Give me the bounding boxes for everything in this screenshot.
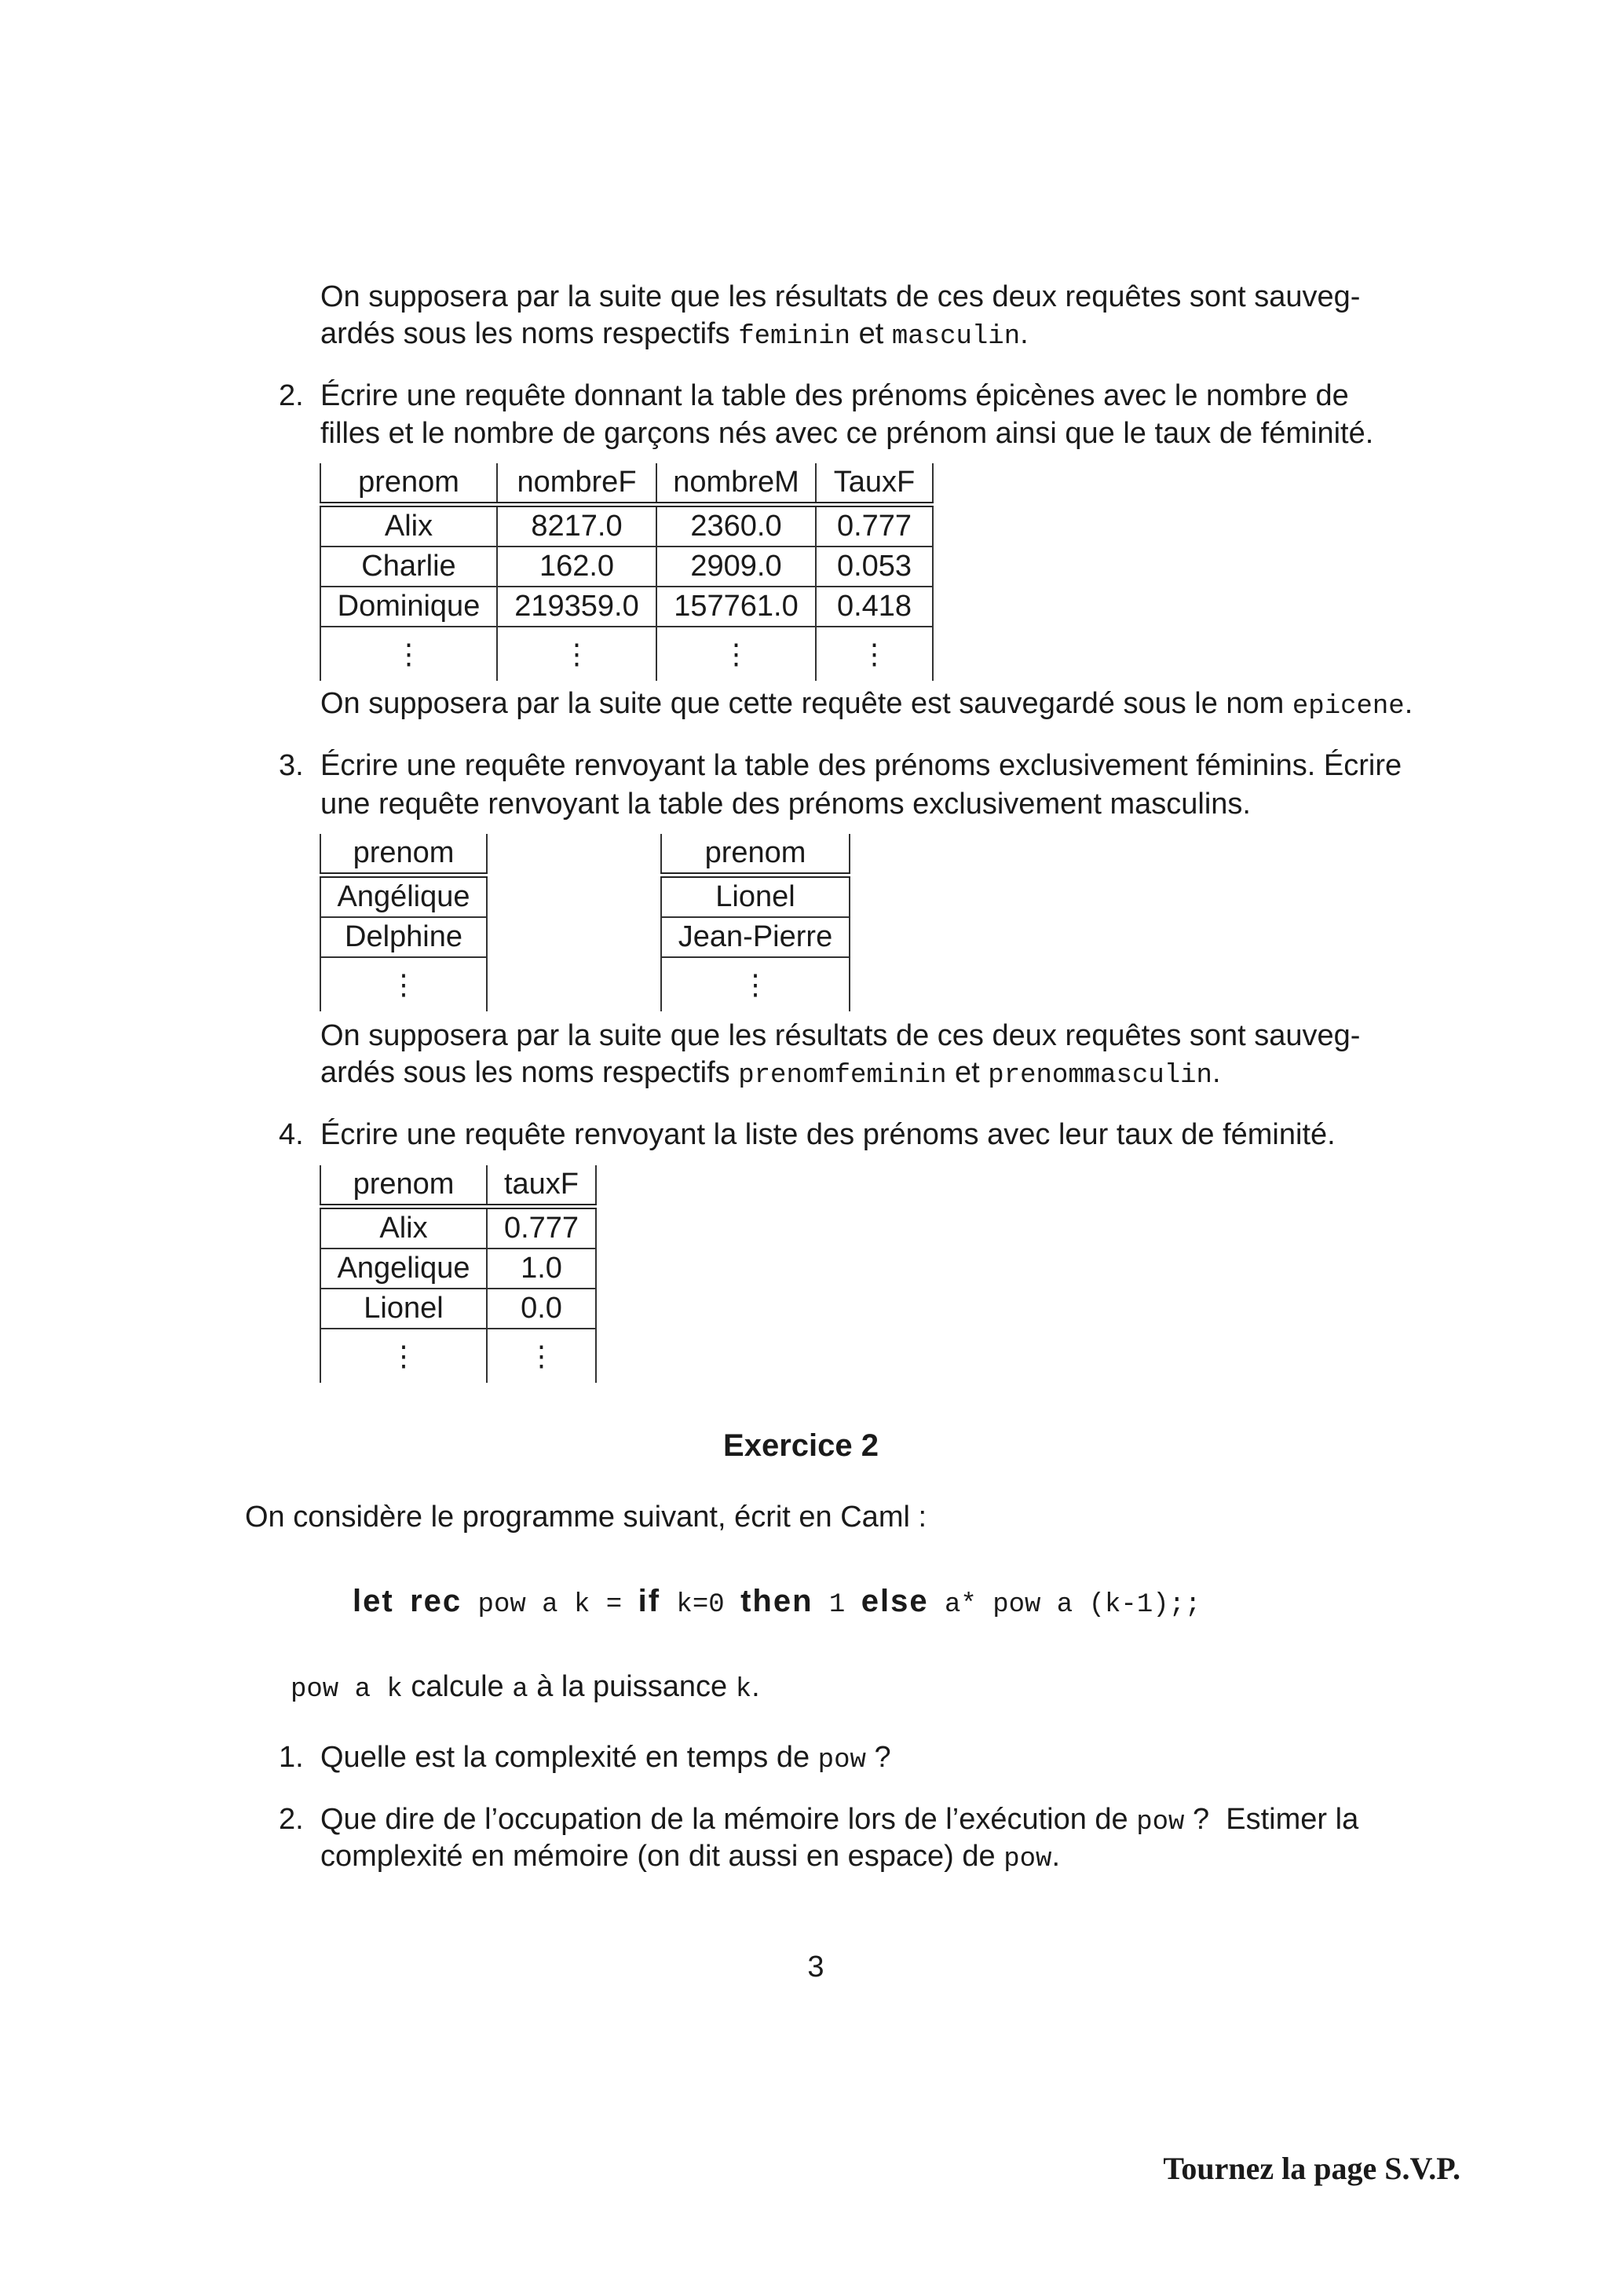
footer-note: Tournez la page S.V.P. — [1163, 2151, 1460, 2186]
text: à la puissance — [528, 1670, 736, 1703]
keyword: if — [638, 1584, 661, 1618]
question-number: 2. — [279, 379, 304, 412]
paragraph-line — [320, 685, 1413, 726]
table-row — [320, 1207, 596, 1249]
text: . — [1212, 1056, 1221, 1089]
text: . — [1404, 687, 1413, 720]
page-number: 3 — [807, 1951, 824, 1983]
cell: Angélique — [320, 876, 487, 918]
code-prenomfeminin: prenomfeminin — [738, 1061, 947, 1091]
code-epicene: epicene — [1292, 692, 1405, 722]
text: Que dire de l’occupation de la mémoire lors de l’exécution de — [320, 1803, 1137, 1836]
code-prenommasculin: prenommasculin — [988, 1061, 1212, 1091]
code-text: 1 — [813, 1590, 861, 1620]
paragraph-line: On supposera par la suite que les résultats de ces deux requêtes sont sauveg- — [320, 280, 1361, 313]
question-text: Écrire une requête renvoyant la liste des prénoms avec leur taux de féminité. — [320, 1118, 1336, 1151]
cell: 219359.0 — [497, 587, 656, 627]
text: On supposera par la suite que cette requête est sauvegardé sous le nom — [320, 687, 1292, 720]
cell: Lionel — [661, 876, 850, 918]
ellipsis: ⋮ — [487, 1329, 596, 1383]
feminine-names-table — [320, 834, 488, 1011]
table-row — [320, 547, 933, 587]
cell: 0.777 — [487, 1207, 596, 1249]
table-row — [320, 505, 933, 547]
code: a — [512, 1675, 528, 1705]
cell: 1.0 — [487, 1249, 596, 1289]
description — [291, 1668, 760, 1709]
paragraph-line — [320, 315, 1029, 356]
epicene-table — [320, 463, 934, 681]
ellipsis: ⋮ — [816, 627, 933, 681]
text: . — [1051, 1840, 1060, 1873]
cell: 0.0 — [487, 1289, 596, 1329]
cell: 0.418 — [816, 587, 933, 627]
cell: Alix — [320, 505, 497, 547]
paragraph-line: On supposera par la suite que les résultats de ces deux requêtes sont sauveg- — [320, 1019, 1361, 1052]
text: ardés sous les noms respectifs — [320, 317, 739, 350]
table-row — [320, 1289, 596, 1329]
question-text — [320, 1837, 1060, 1878]
header: tauxF — [487, 1165, 596, 1207]
question-text: filles et le nombre de garçons nés avec ce prénom ainsi que le taux de féminité. — [320, 417, 1374, 450]
ellipsis: ⋮ — [656, 627, 816, 681]
ellipsis: ⋮ — [497, 627, 656, 681]
cell: Delphine — [320, 917, 487, 957]
text: ? Estimer la — [1184, 1803, 1359, 1836]
code: k — [735, 1675, 752, 1705]
cell: 157761.0 — [656, 587, 816, 627]
text: et — [850, 317, 892, 350]
code-feminin: feminin — [738, 322, 851, 352]
question-text: Écrire une requête renvoyant la table des prénoms exclusivement féminins. Écrire — [320, 749, 1402, 782]
text: . — [751, 1670, 760, 1703]
cell: Lionel — [320, 1289, 487, 1329]
header: prenom — [320, 1165, 487, 1207]
keyword: let — [353, 1584, 394, 1618]
text: . — [1020, 317, 1029, 350]
text: et — [946, 1056, 989, 1089]
ellipsis: ⋮ — [661, 957, 850, 1011]
intro-text: On considère le programme suivant, écrit en Caml : — [245, 1501, 927, 1534]
code: pow — [1003, 1844, 1052, 1874]
cell: Angelique — [320, 1249, 487, 1289]
code-text: pow a k = — [462, 1590, 638, 1620]
text: complexité en mémoire (on dit aussi en espace) de — [320, 1840, 1004, 1873]
code-masculin: masculin — [891, 322, 1021, 352]
table-row — [320, 917, 487, 957]
exercise-title: Exercice 2 — [723, 1428, 879, 1463]
cell: Dominique — [320, 587, 497, 627]
header: nombreM — [656, 463, 816, 505]
table-row — [320, 587, 933, 627]
header: prenom — [320, 834, 487, 876]
cell: Jean-Pierre — [661, 917, 850, 957]
question-text — [320, 1801, 1358, 1841]
code: pow a k — [291, 1675, 403, 1705]
ellipsis: ⋮ — [320, 627, 497, 681]
masculine-names-table — [660, 834, 850, 1011]
code: pow — [817, 1746, 866, 1775]
cell: 162.0 — [497, 547, 656, 587]
cell: 0.777 — [816, 505, 933, 547]
header: nombreF — [497, 463, 656, 505]
code: pow — [1136, 1808, 1185, 1837]
code-line — [353, 1582, 1201, 1624]
table-row — [320, 876, 487, 918]
table-row — [320, 1249, 596, 1289]
text: ardés sous les noms respectifs — [320, 1056, 739, 1089]
keyword: then — [740, 1584, 813, 1618]
header: prenom — [661, 834, 850, 876]
header: prenom — [320, 463, 497, 505]
keyword: else — [861, 1584, 929, 1618]
cell: 0.053 — [816, 547, 933, 587]
question-text — [320, 1738, 891, 1779]
question-number: 4. — [279, 1118, 304, 1151]
table-row — [661, 876, 850, 918]
text: Quelle est la complexité en temps de — [320, 1741, 818, 1774]
cell: 8217.0 — [497, 505, 656, 547]
question-number: 3. — [279, 749, 304, 782]
femininity-table — [320, 1165, 597, 1383]
cell: Alix — [320, 1207, 487, 1249]
question-number: 1. — [279, 1741, 304, 1774]
ellipsis: ⋮ — [320, 1329, 487, 1383]
code-text: k=0 — [660, 1590, 741, 1620]
cell: Charlie — [320, 547, 497, 587]
ellipsis: ⋮ — [320, 957, 487, 1011]
question-text: Écrire une requête donnant la table des prénoms épicènes avec le nombre de — [320, 379, 1349, 412]
text: ? — [865, 1741, 891, 1774]
cell: 2909.0 — [656, 547, 816, 587]
code-text: a* pow a (k-1);; — [928, 1590, 1201, 1620]
paragraph-line — [320, 1054, 1221, 1095]
text: calcule — [402, 1670, 513, 1703]
table-row — [661, 917, 850, 957]
cell: 2360.0 — [656, 505, 816, 547]
question-text: une requête renvoyant la table des prénoms exclusivement masculins. — [320, 788, 1251, 821]
question-number: 2. — [279, 1803, 304, 1836]
keyword: rec — [410, 1584, 462, 1618]
header: TauxF — [816, 463, 933, 505]
